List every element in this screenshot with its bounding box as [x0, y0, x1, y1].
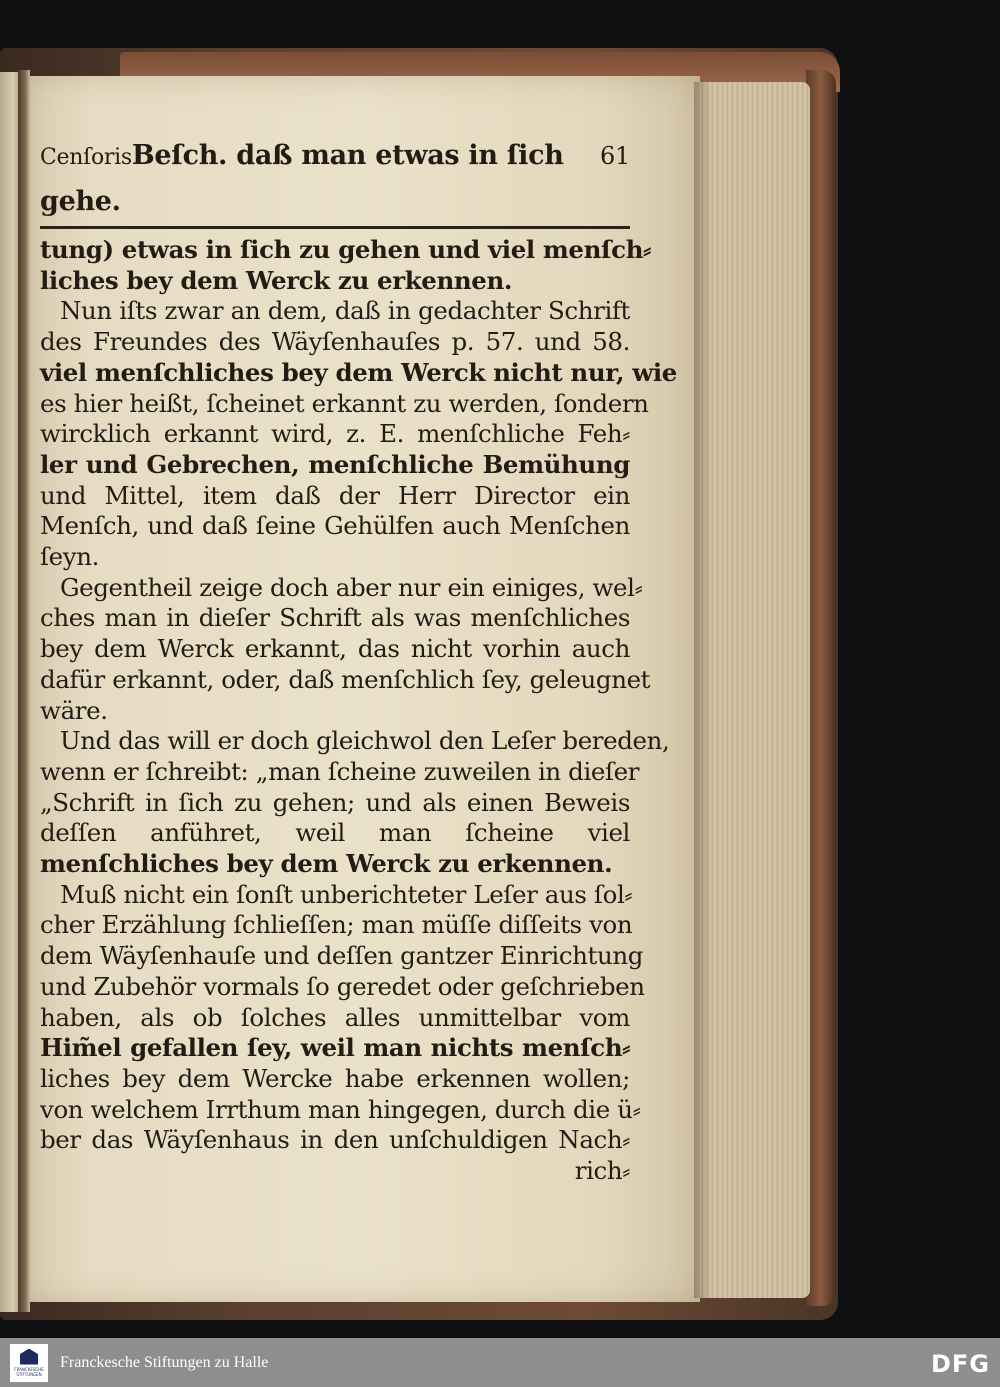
text-line: „Schrift in ſich zu gehen; und als einen Beweis	[40, 787, 630, 817]
text-line: dem Wäyſenhauſe und deſſen gantzer Einrichtung	[40, 941, 644, 971]
text-line: liches bey dem Wercke habe erkennen wollen;	[40, 1063, 630, 1093]
text-line: wäre.	[40, 695, 108, 725]
text-line: liches bey dem Werck zu erkennen.	[40, 265, 513, 295]
page-edge-shadow	[694, 82, 712, 1298]
text-line: von welchem Irrthum man hingegen, durch die ü⸗	[40, 1094, 641, 1124]
text-line: Nun iſts zwar an dem, daß in gedachter Schrift	[60, 296, 630, 326]
book-board-edge	[806, 70, 836, 1306]
header-label: Cenſoris	[40, 145, 132, 170]
logo-text: FRANCKESCHE STIFTUNGEN	[14, 1366, 44, 1377]
text-line: viel menſchliches bey dem Werck nicht nur, wie	[40, 357, 677, 387]
text-line: es hier heißt, ſcheinet erkannt zu werden, ſondern	[40, 388, 649, 418]
text-line: und Mittel, item daß der Herr Director ein	[40, 480, 630, 510]
text-line: dafür erkannt, oder, daß menſchlich ſey, geleugnet	[40, 664, 651, 694]
text-line: Muß nicht ein ſonſt unberichteter Leſer aus ſol⸗	[60, 879, 633, 909]
text-line: deſſen anführet, weil man ſcheine viel	[40, 818, 630, 848]
institution-logo	[10, 1344, 48, 1382]
text-line: bey dem Werck erkannt, das nicht vorhin auch	[40, 634, 630, 664]
dfg-logo: DFG	[930, 1350, 990, 1378]
text-line: wircklich erkannt wird, z. E. menſchliche Feh⸗	[40, 419, 630, 449]
book-gutter	[18, 70, 30, 1312]
building-icon	[20, 1349, 38, 1365]
running-header	[40, 134, 630, 229]
header-title: Beſch. daß man etwas in ſich gehe.	[40, 140, 564, 217]
page-text	[40, 134, 677, 1187]
text-line: Menſch, und daß ſeine Gehülfen auch Menſchen	[40, 511, 630, 541]
text-line: haben, als ob ſolches alles unmittelbar vom	[40, 1002, 630, 1032]
text-line: ber das Wäyſenhaus in den unſchuldigen Nach⸗	[40, 1125, 630, 1155]
viewer-footer	[0, 1338, 1000, 1387]
text-line: tung) etwas in ſich zu gehen und viel menſch⸗	[40, 235, 651, 264]
institution-name: Franckesche Stiftungen zu Halle	[60, 1353, 269, 1371]
text-line: Und das will er doch gleichwol den Leſer bereden,	[60, 726, 670, 756]
text-line: Gegentheil zeige doch aber nur ein einiges, wel⸗	[60, 572, 643, 602]
catchword: rich⸗	[574, 1156, 630, 1186]
text-line: cher Erzählung ſchlieſſen; man müſſe diſſeits von	[40, 910, 633, 940]
text-line: ler und Gebrechen, menſchliche Bemühung	[40, 449, 630, 479]
page-number: 61	[600, 142, 630, 170]
text-line: des Freundes des Wäyſenhauſes p. 57. und 58.	[40, 327, 630, 357]
text-line: wenn er ſchreibt: „man ſcheine zuweilen in dieſer	[40, 756, 640, 786]
text-line: Him̃el gefallen ſey, weil man nichts menſch⸗	[40, 1033, 630, 1063]
text-line: und Zubehör vormals ſo geredet oder geſchrieben	[40, 971, 645, 1001]
text-line: menſchliches bey dem Werck zu erkennen.	[40, 849, 613, 879]
text-line: ſeyn.	[40, 542, 99, 572]
text-body	[40, 235, 677, 1187]
text-line: ches man in dieſer Schrift als was menſchliches	[40, 603, 630, 633]
